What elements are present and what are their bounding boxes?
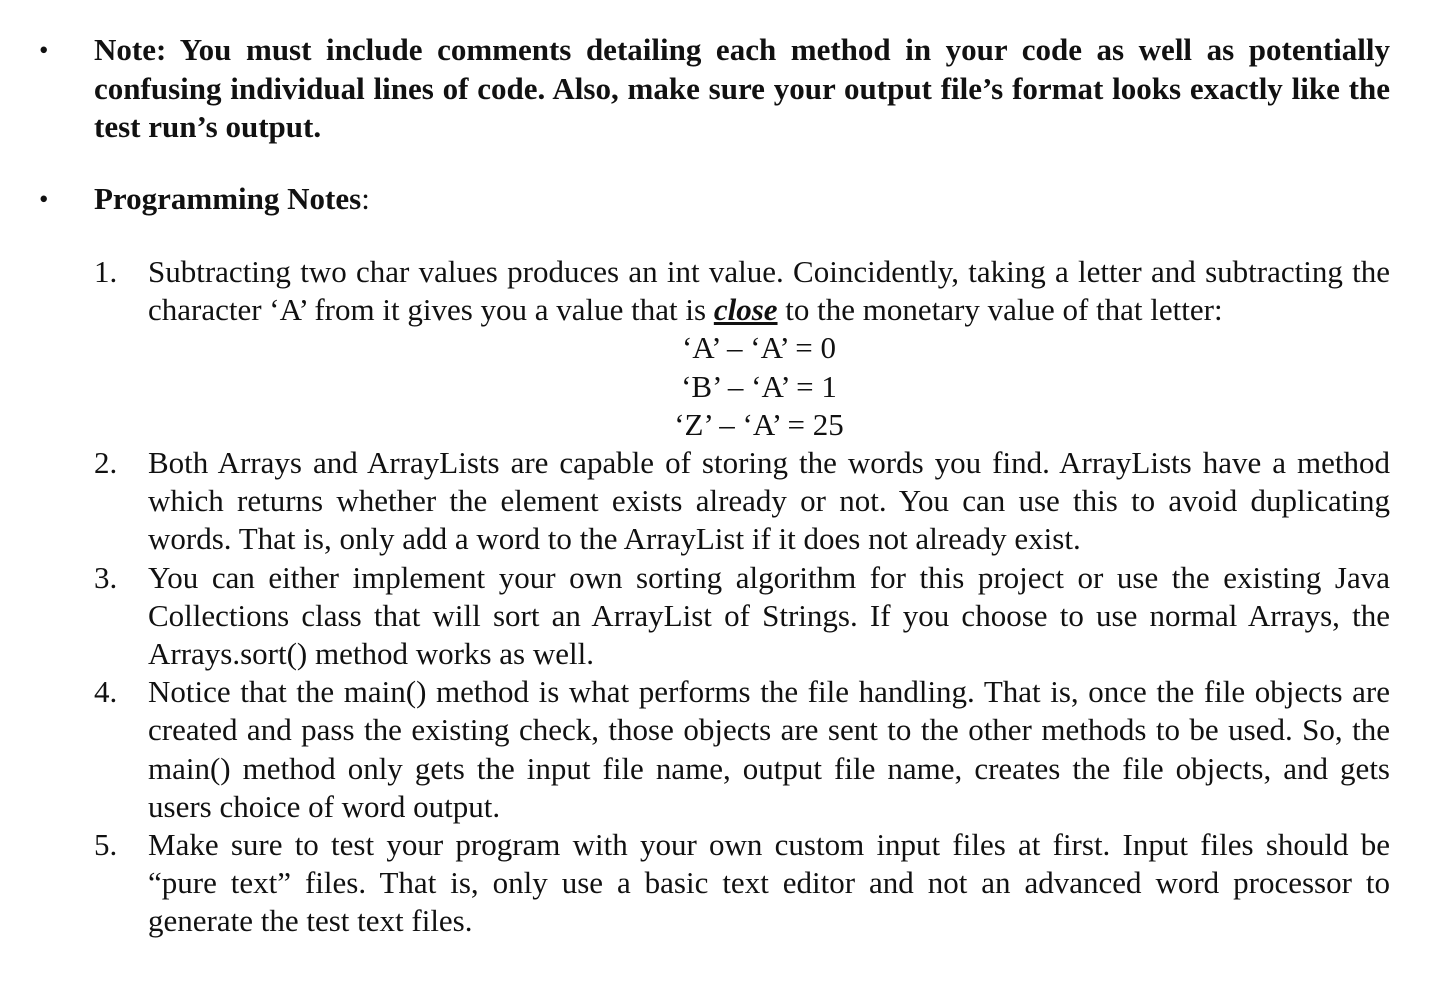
item-number: 2. [94,445,118,481]
programming-notes-heading [94,180,1390,219]
item-text [148,253,1390,329]
list-item [94,673,1390,826]
list-item [94,826,1390,941]
item-text: You can either implement your own sorting algorithm for this project or use the existing Java Collections class that will sort an ArrayList of Strings. If you choose to use normal Arrays, the Arrays.sort() method works as well. [148,559,1390,672]
programming-notes-list [94,253,1390,941]
heading-text: Programming Notes [94,181,362,216]
bullet-symbol: • [39,35,49,65]
equation-line: ‘B’ – ‘A’ = 1 [681,368,837,404]
bullet-symbol: • [39,184,49,214]
emphasis-close: close [713,292,778,328]
item-text-before: Subtracting two char values produces an int value. Coincidently, taking a letter and subtracting the character ‘A’ from it gives you a value that is [148,254,1390,328]
item-text-after: to the monetary value of that letter: [777,292,1223,328]
note-text: Note: You must include comments detailing each method in your code as well as potentially confusing individual lines of code. Also, make sure your output file’s format looks exactly like the test run’s output. [94,32,1390,144]
heading-colon: : [361,181,370,216]
list-item [94,444,1390,559]
item-text: Notice that the main() method is what performs the file handling. That is, once the file objects are created and pass the existing check, those objects are sent to the other methods to be used. So, the main() method only gets the input file name, output file name, creates the file objects, and gets users choice of word output. [148,674,1390,824]
item-number: 5. [94,827,118,863]
list-item [94,253,1390,444]
equations-block [148,329,1390,444]
item-number: 3. [94,559,118,595]
list-item [94,559,1390,674]
item-text: Both Arrays and ArrayLists are capable of storing the words you find. ArrayLists have a method which returns whether the element exists already or not. You can use this to avoid duplicating words. That is, only add a word to the ArrayList if it does not already exist. [148,445,1390,557]
equation-line: ‘A’ – ‘A’ = 0 [681,330,837,366]
item-text: Make sure to test your program with your own custom input files at first. Input files should be “pure text” files. That is, only use a basic text editor and not an advanced word processor to generate the test text files. [148,827,1390,939]
item-number: 1. [94,254,118,289]
equation-line: ‘Z’ – ‘A’ = 25 [674,406,844,442]
item-number: 4. [94,674,118,710]
